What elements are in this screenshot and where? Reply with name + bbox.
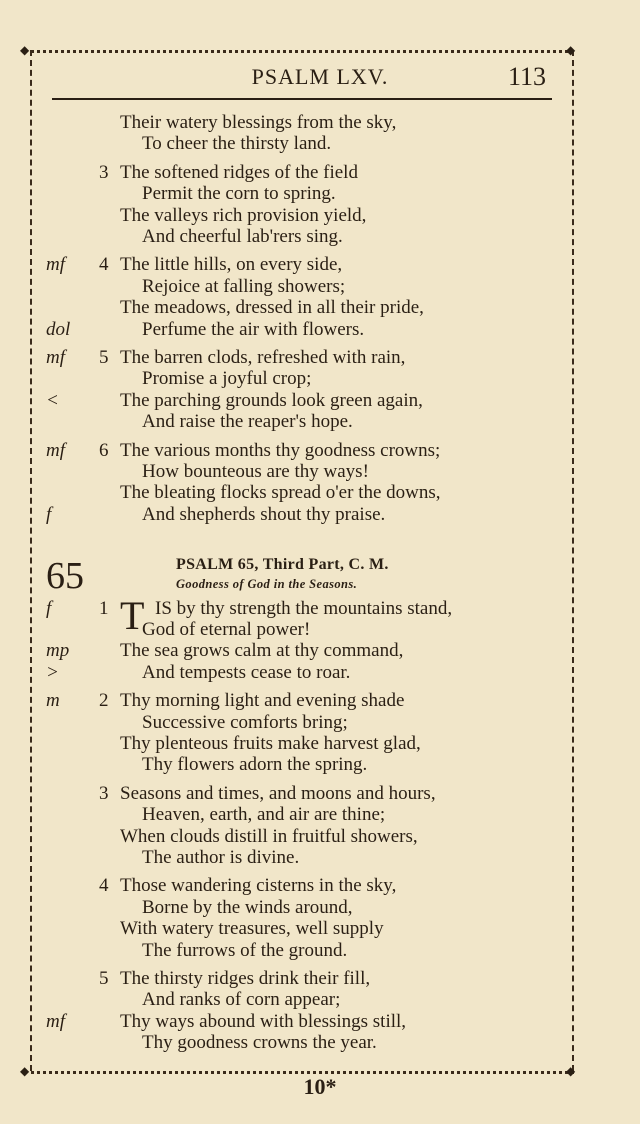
verse-line <box>0 368 640 390</box>
verse-line <box>0 754 640 776</box>
dynamic-marking: mf <box>46 347 65 368</box>
border-top <box>24 50 574 53</box>
dynamic-marking: m <box>46 690 60 712</box>
dynamic-marking: > <box>46 661 59 683</box>
dynamic-marking: mf <box>46 254 65 276</box>
verse-text: God of eternal power! <box>142 619 311 640</box>
verse-text: And tempests cease to roar. <box>142 661 351 683</box>
verse-number: 2 <box>99 690 109 712</box>
verse-line <box>0 440 640 462</box>
verse-line <box>0 162 640 184</box>
verse-text: The barren clods, refreshed with rain, <box>120 347 406 368</box>
verse-text: Thy goodness crowns the year. <box>142 1032 377 1054</box>
verse-text: Their watery blessings from the sky, <box>120 112 397 133</box>
verse-text: The little hills, on every side, <box>120 254 343 276</box>
verse-line <box>0 733 640 755</box>
verse-line <box>0 783 640 805</box>
verse-line <box>0 804 640 826</box>
verse-text: The thirsty ridges drink their fill, <box>120 968 371 989</box>
verse-line <box>0 482 640 504</box>
verse-text: To cheer the thirsty land. <box>142 133 332 155</box>
verse-line <box>0 504 640 526</box>
verse-line <box>0 226 640 248</box>
verse-text: Seasons and times, and moons and hours, <box>120 782 436 804</box>
verse-text: Rejoice at falling showers; <box>142 275 346 297</box>
verse-text: Successive comforts bring; <box>142 711 348 733</box>
dynamic-marking: < <box>46 389 59 411</box>
verse-text: The valleys rich provision yield, <box>120 204 367 226</box>
verse-line <box>0 1011 640 1033</box>
verse-line <box>0 297 640 319</box>
verse-text: IS by thy strength the mountains stand, <box>155 598 453 619</box>
verse-line <box>0 989 640 1011</box>
verse-line <box>0 598 640 620</box>
verse-text: Thy ways abound with blessings still, <box>120 1010 407 1032</box>
verse-line <box>0 461 640 483</box>
verse-text: How bounteous are thy ways! <box>142 461 369 482</box>
dynamic-marking: mf <box>46 1010 65 1032</box>
verse-text: And ranks of corn appear; <box>142 989 341 1011</box>
verse-line <box>0 112 640 134</box>
verse-line <box>0 319 640 341</box>
corner-ornament-icon: ◆ <box>566 43 576 57</box>
running-head: PSALM LXV. <box>251 64 389 89</box>
verse-text: And shepherds shout thy praise. <box>142 503 386 525</box>
verse-line <box>0 690 640 712</box>
verse-number: 5 <box>99 347 109 368</box>
verse-line <box>0 347 640 369</box>
dynamic-marking: mf <box>46 439 65 461</box>
verse-text: Perfume the air with flowers. <box>142 318 365 340</box>
dynamic-marking: f <box>46 598 52 619</box>
verse-text: The parching grounds look green again, <box>120 389 423 411</box>
verse-line <box>0 1032 640 1054</box>
verse-line <box>0 183 640 205</box>
verse-text: Permit the corn to spring. <box>142 183 336 205</box>
verse-text: The furrows of the ground. <box>142 939 348 961</box>
verse-text: Thy flowers adorn the spring. <box>142 754 368 776</box>
verse-line <box>0 390 640 412</box>
corner-ornament-icon: ◆ <box>566 1064 576 1078</box>
verse-number: 3 <box>99 161 109 183</box>
verse-line <box>0 918 640 940</box>
verse-number: 1 <box>99 598 109 619</box>
verse-line <box>0 968 640 990</box>
verse-number: 3 <box>99 782 109 804</box>
psalm-heading: PSALM 65, Third Part, C. M. <box>176 556 389 573</box>
corner-ornament-icon: ◆ <box>20 1064 30 1078</box>
verse-line <box>0 276 640 298</box>
dynamic-marking: dol <box>46 318 71 340</box>
verse-line <box>0 826 640 848</box>
drop-cap: T <box>120 593 145 638</box>
verse-line <box>0 205 640 227</box>
verse-line <box>0 254 640 276</box>
psalm-subheading: Goodness of God in the Seasons. <box>176 577 358 591</box>
signature-mark: 10* <box>303 1074 337 1099</box>
verse-text: The sea grows calm at thy command, <box>120 640 404 662</box>
verse-text: The meadows, dressed in all their pride, <box>120 297 424 319</box>
verse-text: The bleating flocks spread o'er the downs, <box>120 482 441 504</box>
verse-line <box>0 847 640 869</box>
verse-number: 4 <box>99 875 109 897</box>
verse-line <box>0 940 640 962</box>
verse-line <box>0 712 640 734</box>
verse-text: The softened ridges of the field <box>120 161 358 183</box>
verse-text: Borne by the winds around, <box>142 896 353 918</box>
verse-text: And raise the reaper's hope. <box>142 411 353 433</box>
verse-line <box>0 875 640 897</box>
verse-text: Thy morning light and evening shade <box>120 690 405 712</box>
verse-line <box>0 133 640 155</box>
verse-text: Heaven, earth, and air are thine; <box>142 804 386 826</box>
verse-text: Promise a joyful crop; <box>142 368 312 390</box>
page-number: 113 <box>508 62 547 91</box>
verse-text: And cheerful lab'rers sing. <box>142 226 343 247</box>
verse-text: The various months thy goodness crowns; <box>120 439 441 461</box>
corner-ornament-icon: ◆ <box>20 43 30 57</box>
verse-text: Those wandering cisterns in the sky, <box>120 875 397 897</box>
verse-line <box>0 662 640 684</box>
verse-text: When clouds distill in fruitful showers, <box>120 825 418 847</box>
hymn-number: 65 <box>46 555 84 597</box>
verse-text: Thy plenteous fruits make harvest glad, <box>120 733 421 754</box>
verse-number: 4 <box>99 254 109 276</box>
header-rule <box>52 98 552 100</box>
verse-line <box>0 411 640 433</box>
verse-line <box>0 897 640 919</box>
verse-line <box>0 619 640 641</box>
verse-text: With watery treasures, well supply <box>120 918 384 940</box>
verse-line <box>0 640 640 662</box>
verse-text: The author is divine. <box>142 847 300 868</box>
verse-number: 6 <box>99 439 109 461</box>
verse-number: 5 <box>99 968 109 989</box>
dynamic-marking: f <box>46 503 52 525</box>
dynamic-marking: mp <box>46 640 70 662</box>
